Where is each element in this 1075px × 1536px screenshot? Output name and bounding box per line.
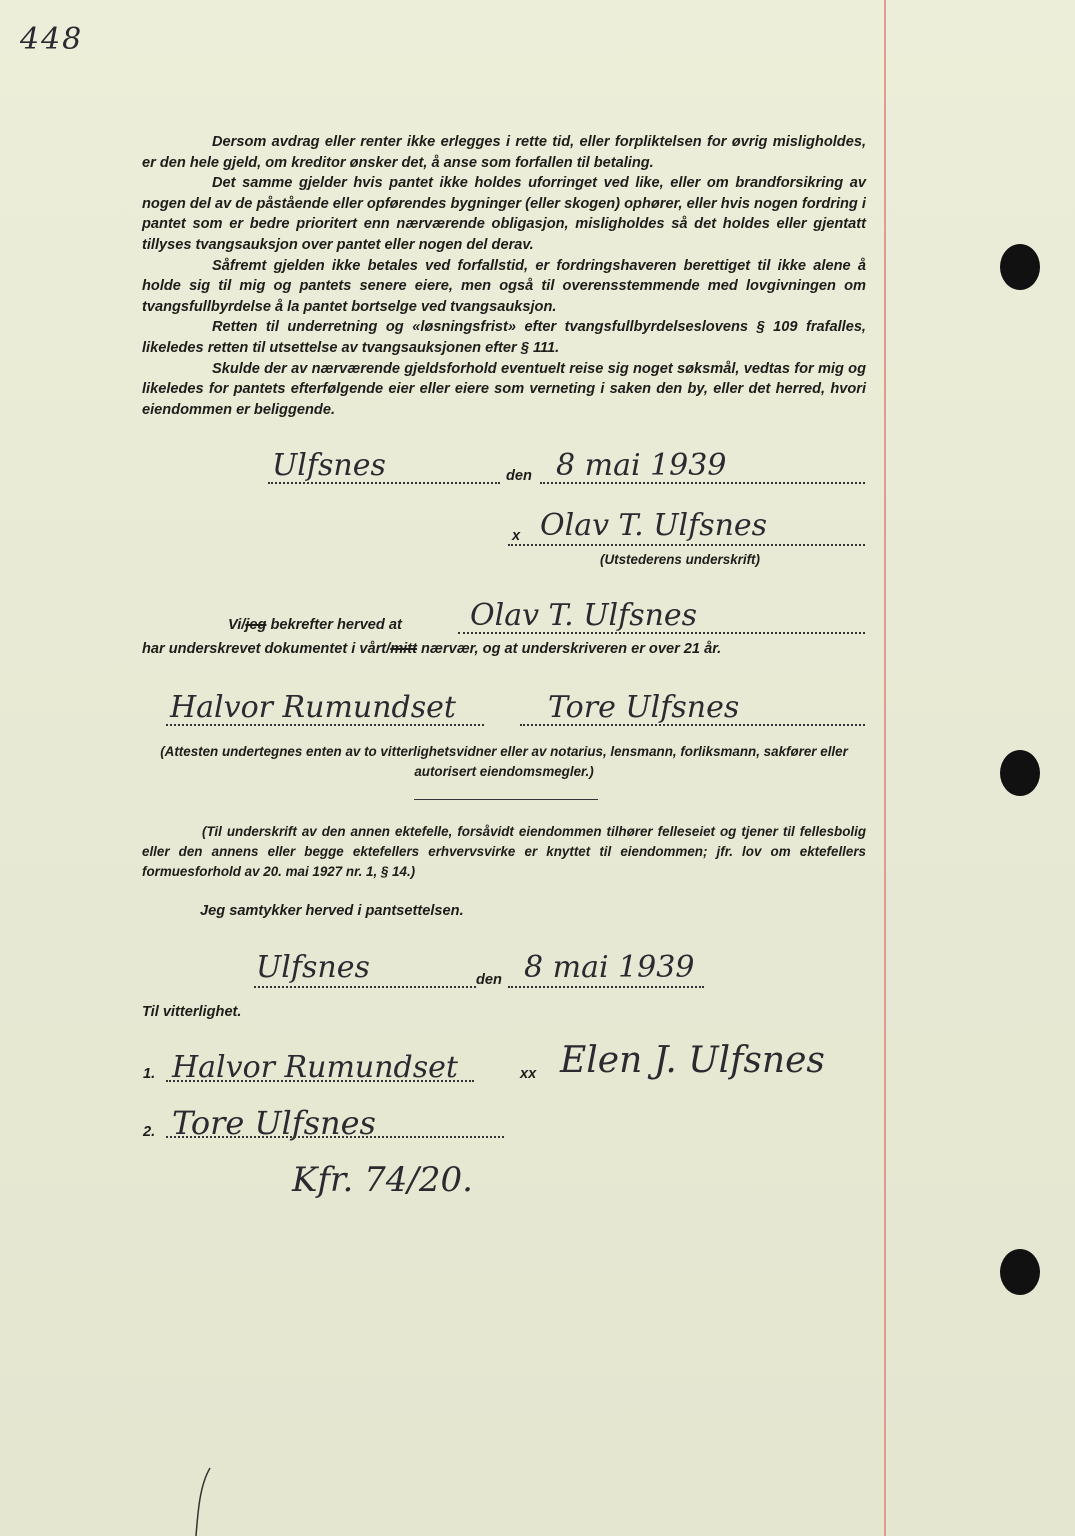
den-label: den — [506, 468, 532, 484]
spouse-signature: Elen J. Ulfsnes — [560, 1040, 825, 1081]
jeg-struck: jeg — [245, 617, 267, 633]
mitt-struck: mitt — [390, 641, 417, 657]
signing-date: 8 mai 1939 — [556, 448, 727, 483]
paragraph-notice: Retten til underretning og «løsningsfrist» efter tvangsfullbyrdelseslovens § 109 frafalles, likeledes retten til utsettelse av tvangsauksjonen efter § 111. — [142, 319, 866, 356]
consent-text: Jeg samtykker herved i pantsettelsen. — [200, 903, 464, 919]
second-witness-2: Tore Ulfsnes — [172, 1104, 376, 1142]
second-den-label: den — [476, 972, 502, 988]
witness-number-2: 2. — [143, 1124, 156, 1140]
issuer-mark: x — [512, 528, 521, 544]
paragraph-venue: Skulde der av nærværende gjeldsforhold eventuelt reise sig noget søksmål, vedtas for mig og likeledes for pantets efterfølgende eier eller eiere som verneting i saken den by, eller det herred, hvori eiendommen er beliggende. — [142, 360, 866, 418]
spouse-mark: xx — [520, 1066, 537, 1082]
attestation-note: (Attesten undertegnes enten av to vitterlighetsvidner eller av notarius, lensmann, forliksmann, sakfører eller autorisert eiendomsmegler.) — [160, 744, 848, 779]
paragraph-insurance: Det samme gjelder hvis pantet ikke holdes uforringet ved like, eller om brandforsikring av nogen del av de påstående eller opførendes bygninger (eller skogen) ophører, eller hvis nogen fordring i pantet som er bedre prioritert enn nærværende obligasjon, misligholdes så det holdes eller gjentatt tillyses tvangsauksjon over pantet eller nogen del derav. — [142, 175, 866, 253]
paragraph-forced-sale: Såfremt gjelden ikke betales ved forfallstid, er fordringshaveren berettiget til ikke alene å holde sig til mig og pantets senere eiere, men også til overensstemmende med lovgivningen om tvangsfullbyrdelse å la pantet bortselge ved tvangsauksjon. — [142, 257, 866, 315]
attested-signature: Olav T. Ulfsnes — [470, 598, 698, 633]
reference-note: Kfr. 74/20. — [292, 1160, 473, 1200]
attest-witness-1: Halvor Rumundset — [170, 690, 456, 725]
second-signing-place: Ulfsnes — [256, 950, 370, 985]
vi-text: Vi/ — [228, 617, 246, 633]
page-number: 448 — [20, 22, 84, 57]
second-witness-1: Halvor Rumundset — [172, 1050, 458, 1085]
naervaer-text: nærvær, og at underskriveren er over 21 år. — [421, 641, 722, 657]
witness-number-1: 1. — [143, 1066, 156, 1082]
attest-witness-2: Tore Ulfsnes — [548, 690, 740, 725]
issuer-caption: (Utstederens underskrift) — [600, 552, 760, 567]
signing-place: Ulfsnes — [272, 448, 386, 483]
paragraph-default: Dersom avdrag eller renter ikke erlegges i rette tid, eller forpliktelsen for øvrig misligholdes, er den hele gjeld, om kreditor ønsker det, å anse som forfallen til betaling. — [142, 134, 866, 171]
til-vitterlighet: Til vitterlighet. — [142, 1004, 242, 1020]
har-text: har underskrevet dokumentet i vårt/ — [142, 641, 391, 657]
issuer-signature: Olav T. Ulfsnes — [540, 508, 768, 543]
spouse-note: (Til underskrift av den annen ektefelle, forsåvidt eiendommen tilhører felleseiet og tjener til fellesbolig eller den annens eller begge ektefellers erhvervsvirke er knyttet til eiendommen; jfr. lov om ektefellers formuesforhold av 20. mai 1927 nr. 1, § 14.) — [142, 824, 866, 879]
second-signing-date: 8 mai 1939 — [524, 950, 695, 985]
bekrefter-text: bekrefter herved at — [270, 617, 402, 633]
